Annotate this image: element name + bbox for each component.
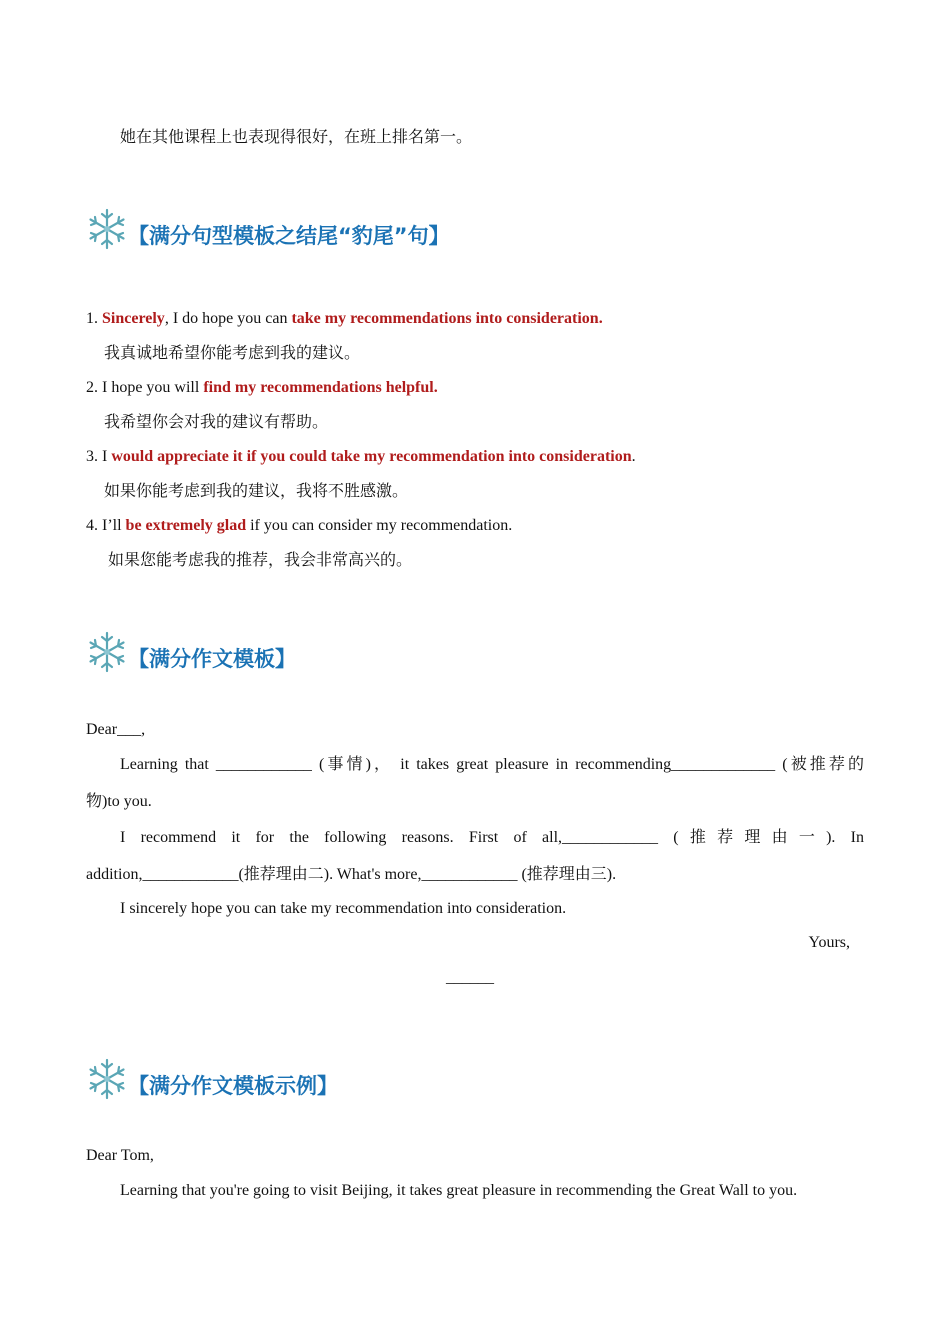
sentence-1-translation: 我真诚地希望你能考虑到我的建议。 (104, 345, 361, 362)
highlight-phrase: would appreciate it if you could take my recommendation into consideration (111, 448, 632, 465)
highlight-phrase: find my recommendations helpful. (203, 379, 438, 396)
sentence-4 (86, 516, 512, 536)
example-greeting: Dear Tom, (86, 1147, 154, 1164)
sentence-number: 2. (86, 379, 102, 396)
sentence-2-translation: 我希望你会对我的建议有帮助。 (104, 414, 329, 431)
section-title: 【满分作文模板】 (128, 647, 296, 671)
sentence-text: I hope you will (102, 379, 204, 396)
snowflake-icon (86, 631, 128, 673)
snowflake-icon (86, 208, 128, 250)
sentence-text: , I do hope you can (164, 310, 292, 327)
sentence-3-translation: 如果你能考虑到我的建议，我将不胜感激。 (104, 483, 409, 500)
section-title: 【满分句型模板之结尾“豹尾”句】 (128, 224, 450, 248)
sentence-number: 1. (86, 310, 102, 327)
snowflake-icon (86, 1058, 128, 1100)
sentence-text: . (631, 448, 636, 465)
sentence-1 (86, 309, 603, 329)
highlight-phrase: be extremely glad (125, 517, 247, 534)
sentence-4-translation: 如果您能考虑我的推荐，我会非常高兴的。 (108, 552, 413, 569)
sentence-text: I (102, 448, 112, 465)
sentence-text: I’ll (102, 517, 126, 534)
template-closing: Yours, (808, 934, 850, 951)
sentence-3 (86, 447, 636, 467)
example-paragraph-1: Learning that you're going to visit Beijing, it takes great pleasure in recommending the Great Wall to you. (120, 1182, 798, 1199)
sentence-2 (86, 378, 438, 398)
template-greeting: Dear___, (86, 721, 146, 738)
template-paragraph-1-line-1: Learning that ____________ (事情)， it takes great pleasure in recommending_____________ (被推荐的 (120, 756, 864, 773)
template-paragraph-2-line-1: I recommend it for the following reasons. First of all,____________ (推荐理由一). In (120, 829, 864, 846)
sentence-number: 3. (86, 448, 102, 465)
sentence-number: 4. (86, 517, 102, 534)
sentence-text: if you can consider my recommendation. (246, 517, 513, 534)
intro-chinese-text: 她在其他课程上也表现得很好，在班上排名第一。 (120, 129, 473, 146)
template-signature: ______ (446, 969, 494, 986)
template-paragraph-2-line-2: addition,____________(推荐理由二). What's more,____________ (推荐理由三). (86, 866, 617, 883)
section-title: 【满分作文模板示例】 (128, 1074, 338, 1098)
template-paragraph-1-line-2: 物)to you. (86, 793, 152, 810)
template-paragraph-3: I sincerely hope you can take my recommendation into consideration. (120, 900, 567, 917)
highlight-phrase: Sincerely (102, 310, 165, 327)
highlight-phrase: take my recommendations into consideration. (291, 310, 603, 327)
